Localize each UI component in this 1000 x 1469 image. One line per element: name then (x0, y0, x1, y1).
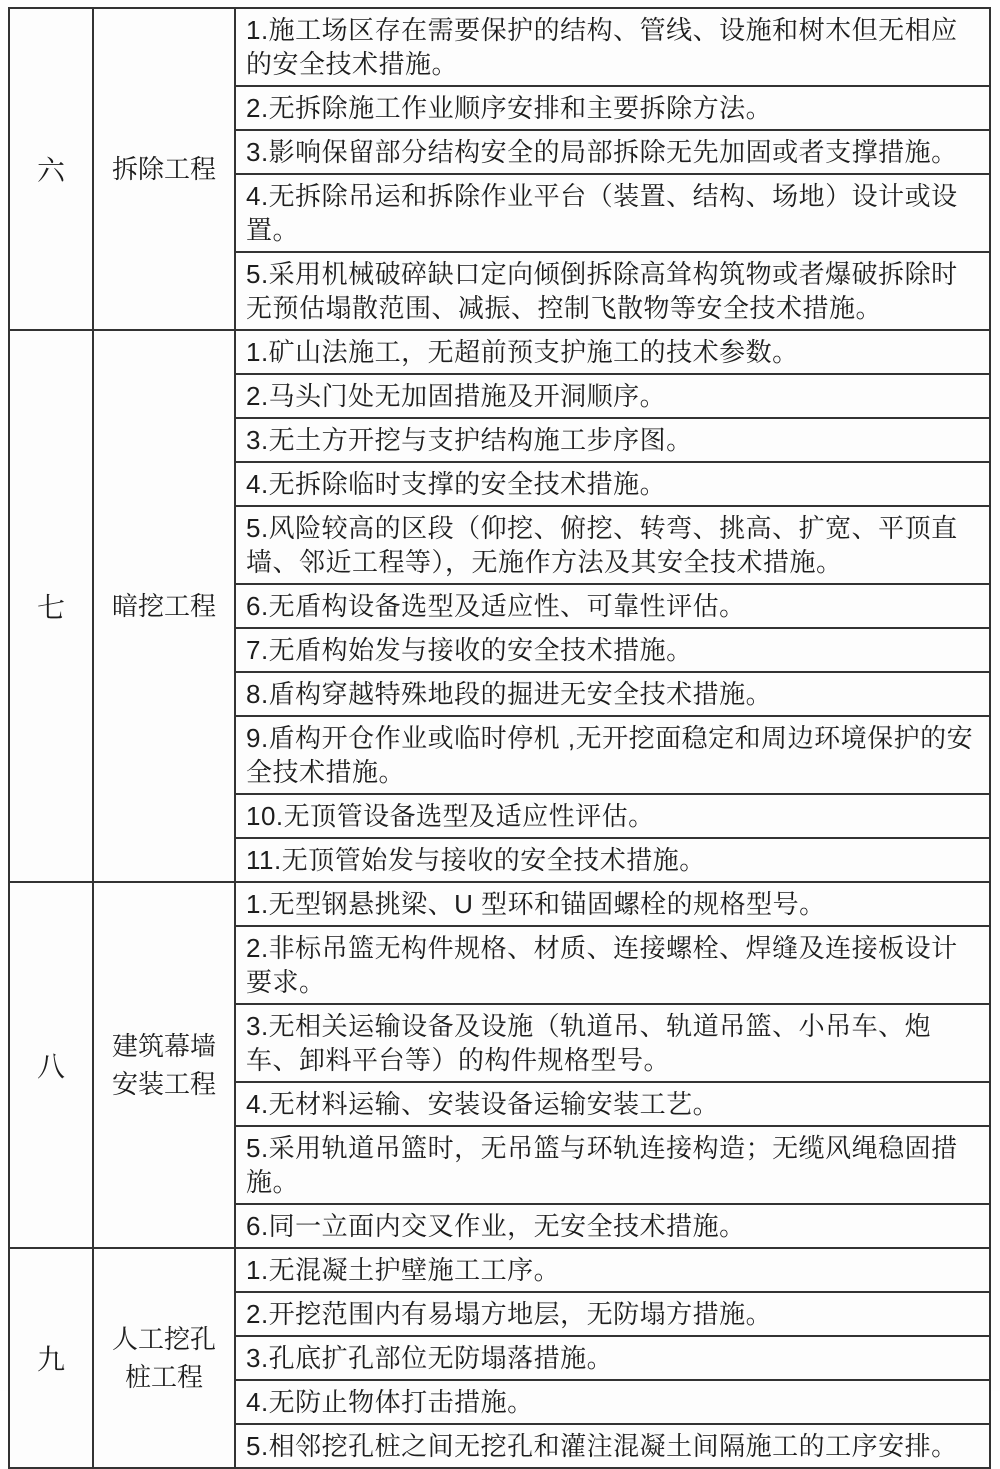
row-category: 建筑幕墙 安装工程 (94, 883, 236, 1247)
item-text: 6.无盾构设备选型及适应性、可靠性评估。 (236, 583, 989, 627)
inspection-table (8, 7, 991, 1469)
table-section-6 (10, 9, 989, 329)
item-text: 4.无材料运输、安装设备运输安装工艺。 (236, 1081, 989, 1125)
item-text: 5.采用轨道吊篮时，无吊篮与环轨连接构造；无缆风绳稳固措施。 (236, 1125, 989, 1203)
row-category: 拆除工程 (94, 9, 236, 329)
row-index: 九 (10, 1249, 94, 1467)
item-list (236, 1249, 989, 1467)
item-text: 3.影响保留部分结构安全的局部拆除无先加固或者支撑措施。 (236, 129, 989, 173)
item-text: 2.非标吊篮无构件规格、材质、连接螺栓、焊缝及连接板设计要求。 (236, 925, 989, 1003)
item-text: 3.无相关运输设备及设施（轨道吊、轨道吊篮、小吊车、炮车、卸料平台等）的构件规格型号。 (236, 1003, 989, 1081)
item-list (236, 883, 989, 1247)
item-text: 2.无拆除施工作业顺序安排和主要拆除方法。 (236, 85, 989, 129)
table-section-9 (10, 1247, 989, 1467)
item-text: 9.盾构开仓作业或临时停机 ,无开挖面稳定和周边环境保护的安全技术措施。 (236, 715, 989, 793)
item-text: 5.相邻挖孔桩之间无挖孔和灌注混凝土间隔施工的工序安排。 (236, 1423, 989, 1467)
row-index: 七 (10, 331, 94, 881)
item-text: 4.无拆除临时支撑的安全技术措施。 (236, 461, 989, 505)
item-text: 1.施工场区存在需要保护的结构、管线、设施和树木但无相应的安全技术措施。 (246, 15, 958, 79)
table-section-7 (10, 329, 989, 881)
item-text: 3.无土方开挖与支护结构施工步序图。 (236, 417, 989, 461)
row-index: 八 (10, 883, 94, 1247)
item-list (236, 9, 989, 329)
item-text: 5.采用机械破碎缺口定向倾倒拆除高耸构筑物或者爆破拆除时无预估塌散范围、减振、控制飞散物等安全技术措施。 (236, 251, 989, 329)
row-index: 六 (10, 9, 94, 329)
row-category: 人工挖孔 桩工程 (94, 1249, 236, 1467)
item-text: 11.无顶管始发与接收的安全技术措施。 (236, 837, 989, 881)
item-text: 1.矿山法施工，无超前预支护施工的技术参数。 (246, 337, 799, 367)
item-text: 3.孔底扩孔部位无防塌落措施。 (236, 1335, 989, 1379)
table-section-8 (10, 881, 989, 1247)
item-text: 2.开挖范围内有易塌方地层，无防塌方措施。 (236, 1291, 989, 1335)
item-text: 1.无混凝土护壁施工工序。 (246, 1255, 561, 1285)
item-list (236, 331, 989, 881)
item-text: 1.无型钢悬挑梁、U 型环和锚固螺栓的规格型号。 (246, 889, 826, 919)
item-text: 2.马头门处无加固措施及开洞顺序。 (236, 373, 989, 417)
item-text: 4.无拆除吊运和拆除作业平台（装置、结构、场地）设计或设置。 (236, 173, 989, 251)
item-text: 8.盾构穿越特殊地段的掘进无安全技术措施。 (236, 671, 989, 715)
item-text: 6.同一立面内交叉作业，无安全技术措施。 (236, 1203, 989, 1247)
item-text: 7.无盾构始发与接收的安全技术措施。 (236, 627, 989, 671)
item-text: 4.无防止物体打击措施。 (236, 1379, 989, 1423)
item-text: 5.风险较高的区段（仰挖、俯挖、转弯、挑高、扩宽、平顶直墙、邻近工程等），无施作方法及其安全技术措施。 (236, 505, 989, 583)
row-category: 暗挖工程 (94, 331, 236, 881)
item-text: 10.无顶管设备选型及适应性评估。 (236, 793, 989, 837)
